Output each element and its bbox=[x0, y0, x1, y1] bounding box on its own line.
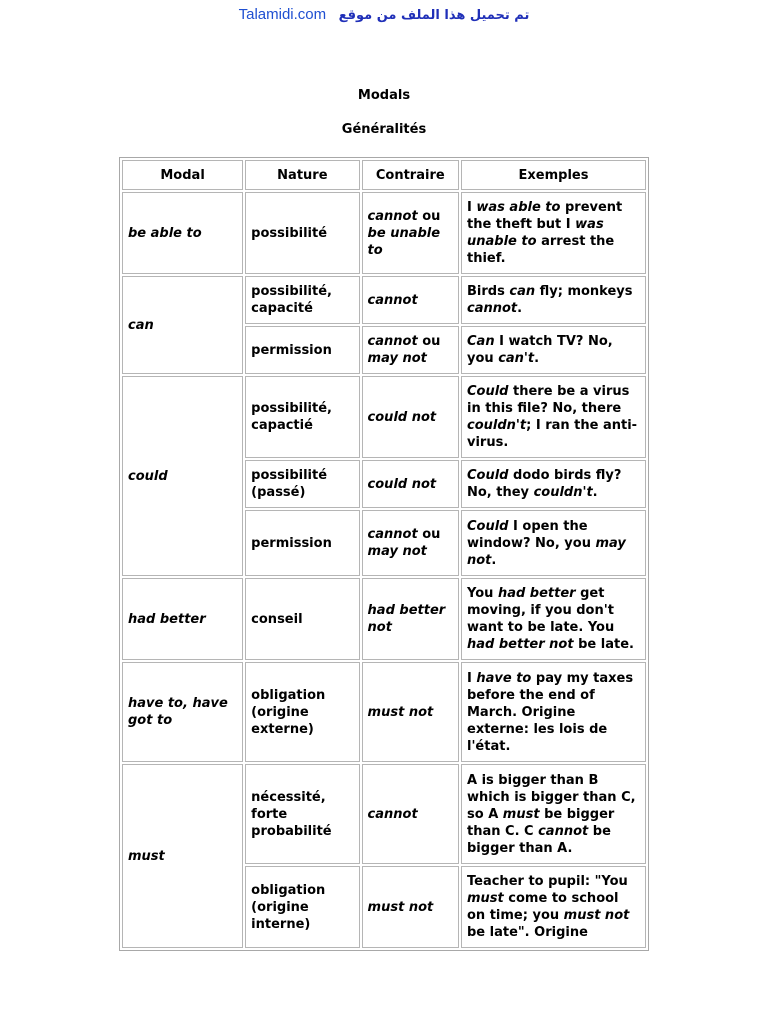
text-run: may not bbox=[367, 544, 427, 559]
text-run: had better not bbox=[367, 603, 446, 635]
table-row bbox=[122, 192, 646, 274]
text-run: cannot bbox=[367, 208, 418, 224]
modal-cell: have to, have got to bbox=[122, 662, 243, 762]
contraire-cell bbox=[362, 662, 459, 762]
header-modal: Modal bbox=[122, 160, 243, 190]
exemple-cell bbox=[461, 192, 646, 274]
table-row bbox=[122, 662, 646, 762]
modal-cell: could bbox=[122, 376, 243, 576]
contraire-cell bbox=[362, 192, 459, 274]
text-run: must not bbox=[367, 899, 434, 915]
text-run: had better bbox=[497, 586, 576, 601]
exemple-cell bbox=[461, 764, 646, 864]
header-nature: Nature bbox=[245, 160, 359, 190]
text-run: . bbox=[534, 351, 540, 366]
exemple-cell bbox=[461, 662, 646, 762]
nature-cell: obligation (origine externe) bbox=[245, 662, 359, 762]
nature-cell: possibilité (passé) bbox=[245, 460, 359, 508]
text-run: be late. bbox=[573, 637, 634, 652]
text-run: . bbox=[592, 485, 598, 500]
text-run: come to school on time; you bbox=[467, 891, 619, 923]
text-run: ou bbox=[417, 208, 441, 224]
text-run: ; I ran the anti-virus. bbox=[467, 418, 638, 450]
exemple-cell bbox=[461, 866, 646, 948]
text-run: have to bbox=[476, 670, 532, 686]
text-run: A is bigger than B which is bigger than C, so A bbox=[467, 772, 636, 822]
nature-cell: possibilité, capacité bbox=[245, 276, 359, 324]
nature-cell: conseil bbox=[245, 578, 359, 660]
text-run: could not bbox=[367, 476, 437, 492]
contraire-cell bbox=[362, 764, 459, 864]
contraire-cell bbox=[362, 866, 459, 948]
nature-cell: permission bbox=[245, 510, 359, 576]
download-source-text: تم تحميل هذا الملف من موقع bbox=[338, 8, 530, 23]
modal-cell: be able to bbox=[122, 192, 243, 274]
table-row bbox=[122, 578, 646, 660]
contraire-cell bbox=[362, 510, 459, 576]
text-run: be late". Origine bbox=[467, 925, 588, 940]
text-run: had better not bbox=[467, 637, 574, 652]
nature-cell: possibilité, capactié bbox=[245, 376, 359, 458]
text-run: . bbox=[491, 552, 497, 568]
text-run: be unable to bbox=[367, 225, 441, 258]
nature-cell: obligation (origine interne) bbox=[245, 866, 359, 948]
contraire-cell bbox=[362, 578, 459, 660]
table-header-row bbox=[122, 160, 646, 190]
contraire-cell bbox=[362, 276, 459, 324]
text-run: was able to bbox=[476, 200, 561, 215]
text-run: Could bbox=[467, 518, 509, 534]
modal-cell: can bbox=[122, 276, 243, 374]
nature-cell: possibilité bbox=[245, 192, 359, 274]
text-run: must not bbox=[367, 704, 434, 720]
nature-cell: permission bbox=[245, 326, 359, 374]
text-run: cannot bbox=[467, 301, 518, 316]
text-run: I watch TV? No, you bbox=[467, 334, 613, 366]
table-row bbox=[122, 276, 646, 324]
exemple-cell bbox=[461, 376, 646, 458]
text-run: cannot bbox=[367, 292, 418, 308]
page-title: Modals bbox=[357, 88, 411, 103]
text-run: cannot bbox=[367, 806, 418, 822]
site-header bbox=[0, 6, 768, 25]
text-run: Could bbox=[467, 468, 509, 483]
header-contraire: Contraire bbox=[362, 160, 459, 190]
text-run: prevent the theft but I bbox=[467, 200, 623, 232]
contraire-cell bbox=[362, 460, 459, 508]
text-run: Can bbox=[467, 334, 495, 349]
text-run: Could bbox=[467, 384, 509, 399]
site-name-link[interactable]: Talamidi.com bbox=[238, 6, 327, 23]
exemple-cell bbox=[461, 460, 646, 508]
text-run: may not bbox=[467, 535, 626, 568]
table-row bbox=[122, 764, 646, 864]
text-run: pay my taxes before the end of March. Origine externe: les lois de l'état. bbox=[467, 670, 634, 754]
text-run: must bbox=[467, 891, 504, 906]
contraire-cell bbox=[362, 376, 459, 458]
header-exemples: Exemples bbox=[461, 160, 646, 190]
text-run: must not bbox=[563, 908, 630, 923]
text-run: cannot bbox=[367, 334, 418, 349]
text-run: I open the window? No, you bbox=[467, 518, 596, 551]
modal-cell: had better bbox=[122, 578, 243, 660]
table-body bbox=[122, 192, 646, 948]
text-run: . bbox=[517, 301, 523, 316]
text-run: arrest the thief. bbox=[467, 234, 615, 266]
modals-table bbox=[119, 157, 649, 951]
text-run: could not bbox=[367, 409, 437, 425]
text-run: can bbox=[509, 284, 536, 299]
text-run: there be a virus in this file? No, there bbox=[467, 384, 630, 416]
text-run: couldn't bbox=[467, 418, 527, 433]
text-run: I bbox=[467, 200, 477, 215]
text-run: be bigger than C. C bbox=[467, 806, 615, 839]
text-run: cannot bbox=[367, 527, 418, 542]
page-subtitle: Généralités bbox=[341, 122, 427, 137]
modal-cell: must bbox=[122, 764, 243, 948]
text-run: couldn't bbox=[533, 485, 593, 500]
text-run: must bbox=[502, 806, 540, 822]
exemple-cell bbox=[461, 276, 646, 324]
text-run: cannot bbox=[538, 823, 589, 839]
text-run: get moving, if you don't want to be late. You bbox=[467, 586, 615, 635]
text-run: Teacher to pupil: "You bbox=[467, 874, 628, 889]
text-run: may not bbox=[367, 351, 427, 366]
text-run: Birds bbox=[467, 284, 510, 299]
text-run: can't bbox=[498, 351, 535, 366]
text-run: dodo birds fly? No, they bbox=[467, 468, 622, 500]
text-run: was unable to bbox=[467, 217, 604, 249]
text-run: ou bbox=[417, 527, 441, 542]
exemple-cell bbox=[461, 578, 646, 660]
text-run: fly; monkeys bbox=[535, 284, 633, 299]
text-run: You bbox=[467, 586, 498, 601]
contraire-cell bbox=[362, 326, 459, 374]
nature-cell: nécessité, forte probabilité bbox=[245, 764, 359, 864]
text-run: be bigger than A. bbox=[467, 823, 611, 856]
exemple-cell bbox=[461, 510, 646, 576]
text-run: I bbox=[467, 670, 477, 686]
text-run: ou bbox=[417, 334, 441, 349]
table-row bbox=[122, 376, 646, 458]
exemple-cell bbox=[461, 326, 646, 374]
